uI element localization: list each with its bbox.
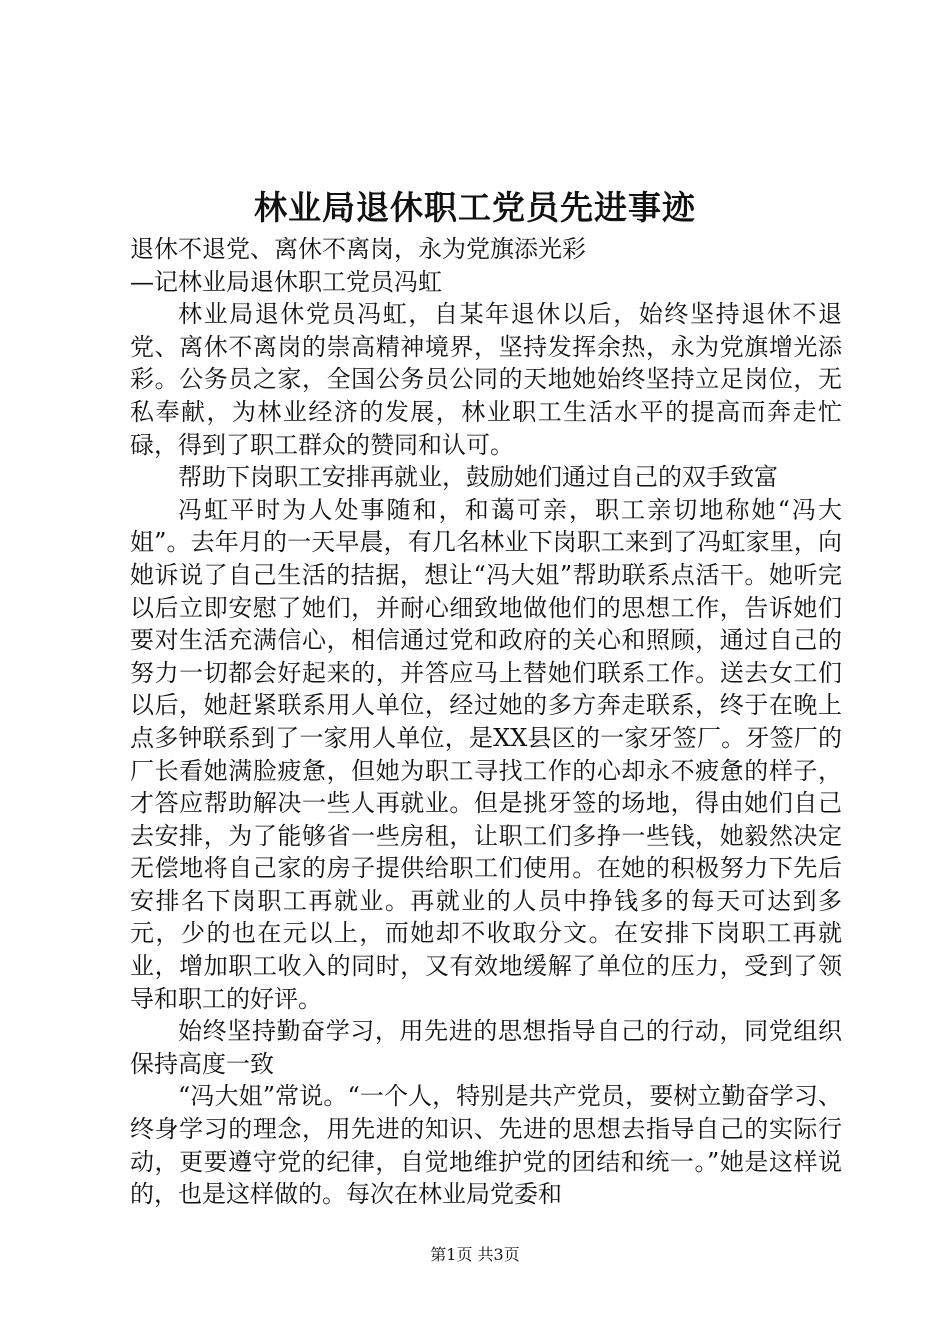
paragraph-reemployment: 冯虹平时为人处事随和，和蔼可亲，职工亲切地称她“冯大姐”。去年月的一天早晨，有几名林业下岗职工来到了冯虹家里，向她诉说了自己生活的拮据，想让“冯大姐”帮助联系点活干。她听完以后立即安慰了她们，并耐心细致地做他们的思想工作，告诉她们要对生活充满信心，相信通过党和政府的关心和照顾，通过自己的努力一切都会好起来的，并答应马上替她们联系工作。送去女工们以后，她赶紧联系用人单位，经过她的多方奔走联系，终于在晚上点多钟联系到了一家用人单位，是XX县区的一家牙签厂。牙签厂的厂长看她满脸疲惫，但她为职工寻找工作的心却永不疲惫的样子，才答应帮助解决一些人再就业。但是挑牙签的场地，得由她们自己去安排，为了能够省一些房租，让职工们多挣一些钱，她毅然决定无偿地将自己家的房子提供给职工们使用。在她的积极努力下先后安排名下岗职工再就业。再就业的人员中挣钱多的每天可达到多元，少的也在元以上，而她却不收取分文。在安排下岗职工再就业，增加职工收入的同时，又有效地缓解了单位的压力，受到了领导和职工的好评。: [130, 495, 842, 1013]
section-heading-study: 始终坚持勤奋学习，用先进的思想指导自己的行动，同党组织保持高度一致: [130, 1017, 842, 1078]
document-title: 林业局退休职工党员先进事迹: [254, 188, 696, 227]
paragraph-study: “冯大姐”常说。“一个人，特别是共产党员，要树立勤奋学习、终身学习的理念，用先进的知识、先进的思想去指导自己的实际行动，更要遵守党的纪律，自觉地维护党的团结和统一。”她是这样说的，也是这样做的。每次在林业局党委和: [130, 1082, 842, 1209]
subtitle-line-2: —记林业局退休职工党员冯虹: [130, 267, 442, 296]
page-number-footer: 第1页 共3页: [430, 1245, 520, 1264]
document-body: [130, 233, 842, 1211]
paragraph-intro: 林业局退休党员冯虹，自某年退休以后，始终坚持退休不退党、离休不离岗的崇高精神境界，坚持发挥余热，永为党旗增光添彩。公务员之家，全国公务员公同的天地她始终坚持立足岗位，无私奉献，为林业经济的发展，林业职工生活水平的提高而奔走忙碌，得到了职工群众的赞同和认可。: [130, 300, 842, 459]
section-heading-reemployment: 帮助下岗职工安排再就业，鼓励她们通过自己的双手致富: [178, 463, 778, 492]
subtitle-line-1: 退休不退党、离休不离岗，永为党旗添光彩: [130, 235, 586, 263]
